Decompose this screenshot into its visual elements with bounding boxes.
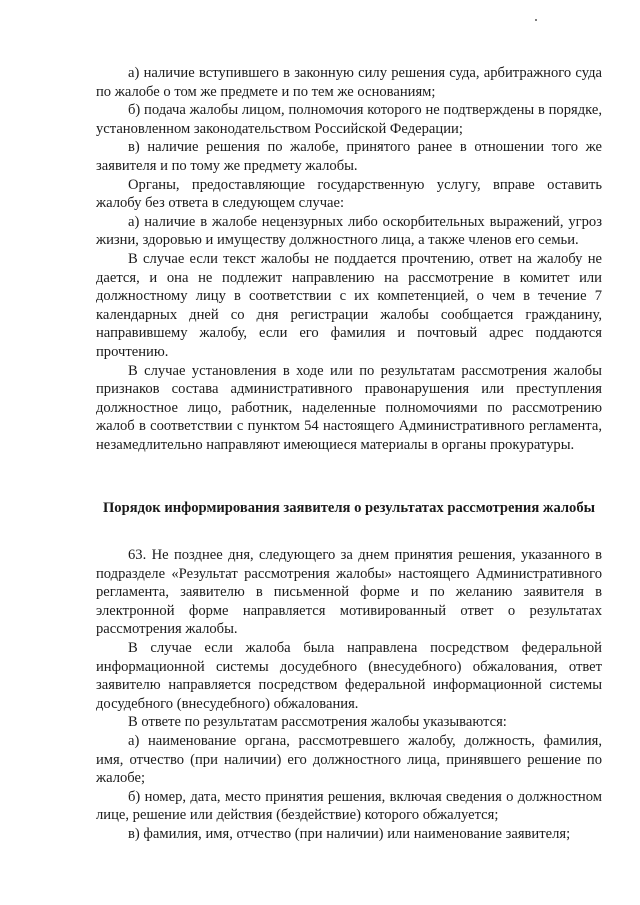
paragraph-unreadable-text: В случае если текст жалобы не поддается прочтению, ответ на жалобу не дается, и она не подлежит направлению на рассмотрение в комитет или должностному лицу в соответствии с их компетенцией, о чем в течение 7 календарных дней со дня регистрации жалобы сообщается гражданину, направившему жалобу, если его фамилия и почтовый адрес поддаются прочтению. [96, 250, 602, 360]
scan-speck [535, 19, 537, 21]
paragraph-answer-b: б) номер, дата, место принятия решения, включая сведения о должностном лице, решение или действия (бездействие) которого обжалуется; [96, 788, 602, 824]
paragraph-answer-contents-intro: В ответе по результатам рассмотрения жалобы указываются: [128, 714, 507, 731]
paragraph-answer-a: а) наименование органа, рассмотревшего жалобу, должность, фамилия, имя, отчество (при наличии) его должностного лица, принявшего решение по жалобе; [96, 733, 602, 787]
paragraph-63: 63. Не позднее дня, следующего за днем принятия решения, указанного в подразделе «Результат рассмотрения жалобы» настоящего Административного регламента, заявителю в письменной форме и по желанию заявителя в электронной форме направляется мотивированный ответ о результатах рассмотрения жалобы. [96, 547, 602, 638]
section-spacer [96, 454, 602, 499]
paragraph-no-answer-a: а) наличие в жалобе нецензурных либо оскорбительных выражений, угроз жизни, здоровью и имуществу должностного лица, а также членов его семьи. [96, 213, 602, 249]
paragraph-grounds-a: а) наличие вступившего в законную силу решения суда, арбитражного суда по жалобе о том же предмете и по тем же основаниям; [96, 65, 602, 100]
paragraph-answer-c: в) фамилия, имя, отчество (при наличии) или наименование заявителя; [128, 825, 571, 842]
paragraph-federal-system: В случае если жалоба была направлена посредством федеральной информационной системы досудебного (внесудебного) обжалования, ответ заявителю направляется посредством федеральной информационной системы досудебного (внесудебного) обжалования. [96, 640, 602, 712]
heading-spacer [96, 518, 602, 546]
page-body [96, 64, 602, 844]
paragraph-prosecution: В случае установления в ходе или по результатам рассмотрения жалобы признаков состава административного правонарушения или преступления должностное лицо, работник, наделенные полномочиями по рассмотрению жалоб в соответствии с пунктом 54 настоящего Административного регламента, незамедлительно направляют имеющиеся материалы в органы прокуратуры. [96, 362, 602, 453]
section-heading: Порядок информирования заявителя о результатах рассмотрения жалобы [102, 500, 596, 517]
paragraph-no-answer-intro: Органы, предоставляющие государственную услугу, вправе оставить жалобу без ответа в следующем случае: [96, 176, 602, 212]
paragraph-grounds-b: б) подача жалобы лицом, полномочия которого не подтверждены в порядке, установленном законодательством Российской Федерации; [96, 102, 602, 137]
paragraph-grounds-c: в) наличие решения по жалобе, принятого ранее в отношении того же заявителя и по тому же предмету жалобы. [96, 139, 602, 174]
